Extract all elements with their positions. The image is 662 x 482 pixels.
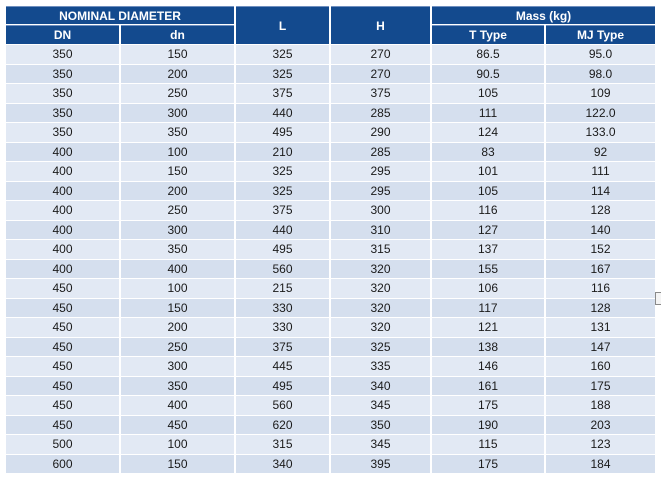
h-cell: 320 — [331, 279, 430, 298]
mj-type-mass-cell: 167 — [546, 260, 655, 279]
l-cell: 375 — [236, 338, 329, 357]
mj-type-mass-cell: 111 — [546, 162, 655, 181]
h-header: H — [331, 6, 430, 44]
h-cell: 295 — [331, 182, 430, 201]
h-cell: 345 — [331, 435, 430, 454]
mj-type-mass-cell: 152 — [546, 240, 655, 259]
l-cell: 375 — [236, 84, 329, 103]
dn-major-cell: 350 — [6, 65, 119, 84]
h-cell: 310 — [331, 221, 430, 240]
table-row — [6, 299, 655, 318]
dn-major-cell: 350 — [6, 123, 119, 142]
dn-major-cell: 600 — [6, 455, 119, 474]
t-type-mass-cell: 106 — [432, 279, 544, 298]
dn-minor-cell: 300 — [121, 357, 234, 376]
mj-type-mass-cell: 131 — [546, 318, 655, 337]
l-cell: 495 — [236, 240, 329, 259]
mj-type-mass-cell: 98.0 — [546, 65, 655, 84]
dn-minor-cell: 350 — [121, 240, 234, 259]
dn-major-cell: 400 — [6, 201, 119, 220]
h-cell: 375 — [331, 84, 430, 103]
table-row — [6, 123, 655, 142]
mj-type-header: MJ Type — [546, 25, 655, 44]
l-cell: 325 — [236, 182, 329, 201]
dn-lower-header: dn — [121, 25, 234, 44]
table-row — [6, 143, 655, 162]
l-cell: 495 — [236, 123, 329, 142]
h-cell: 335 — [331, 357, 430, 376]
l-cell: 560 — [236, 260, 329, 279]
mj-type-mass-cell: 188 — [546, 396, 655, 415]
table-row — [6, 162, 655, 181]
dn-major-cell: 450 — [6, 338, 119, 357]
mj-type-mass-cell: 128 — [546, 299, 655, 318]
t-type-mass-cell: 161 — [432, 377, 544, 396]
t-type-mass-cell: 155 — [432, 260, 544, 279]
table-row — [6, 435, 655, 454]
table-row — [6, 182, 655, 201]
t-type-mass-cell: 121 — [432, 318, 544, 337]
table-row — [6, 45, 655, 64]
l-cell: 215 — [236, 279, 329, 298]
dn-major-cell: 400 — [6, 143, 119, 162]
dn-minor-cell: 100 — [121, 143, 234, 162]
dn-minor-cell: 200 — [121, 318, 234, 337]
table-row — [6, 396, 655, 415]
table-row — [6, 240, 655, 259]
scroll-handle[interactable] — [655, 292, 661, 305]
h-cell: 345 — [331, 396, 430, 415]
table-row — [6, 260, 655, 279]
t-type-mass-cell: 83 — [432, 143, 544, 162]
dn-upper-header: DN — [6, 25, 119, 44]
l-cell: 495 — [236, 377, 329, 396]
mj-type-mass-cell: 128 — [546, 201, 655, 220]
dn-minor-cell: 200 — [121, 182, 234, 201]
dn-major-cell: 400 — [6, 260, 119, 279]
table-row — [6, 357, 655, 376]
l-cell: 445 — [236, 357, 329, 376]
mj-type-mass-cell: 95.0 — [546, 45, 655, 64]
l-cell: 375 — [236, 201, 329, 220]
t-type-mass-cell: 124 — [432, 123, 544, 142]
mj-type-mass-cell: 122.0 — [546, 104, 655, 123]
table-row — [6, 279, 655, 298]
nominal-diameter-header: NOMINAL DIAMETER — [6, 6, 234, 24]
dn-major-cell: 400 — [6, 221, 119, 240]
dn-major-cell: 450 — [6, 318, 119, 337]
dn-minor-cell: 400 — [121, 260, 234, 279]
l-cell: 325 — [236, 45, 329, 64]
l-cell: 315 — [236, 435, 329, 454]
h-cell: 320 — [331, 260, 430, 279]
mj-type-mass-cell: 123 — [546, 435, 655, 454]
mj-type-mass-cell: 140 — [546, 221, 655, 240]
t-type-mass-cell: 105 — [432, 84, 544, 103]
dn-major-cell: 450 — [6, 299, 119, 318]
h-cell: 395 — [331, 455, 430, 474]
mass-header: Mass (kg) — [432, 6, 655, 24]
dn-major-cell: 400 — [6, 240, 119, 259]
mj-type-mass-cell: 92 — [546, 143, 655, 162]
dn-major-cell: 400 — [6, 182, 119, 201]
table-body — [6, 45, 655, 473]
dn-minor-cell: 350 — [121, 123, 234, 142]
table-row — [6, 338, 655, 357]
spec-table — [4, 5, 657, 474]
h-cell: 285 — [331, 104, 430, 123]
table-row — [6, 65, 655, 84]
t-type-mass-cell: 117 — [432, 299, 544, 318]
t-type-mass-cell: 101 — [432, 162, 544, 181]
t-type-mass-cell: 111 — [432, 104, 544, 123]
table-row — [6, 455, 655, 474]
l-cell: 325 — [236, 162, 329, 181]
t-type-mass-cell: 90.5 — [432, 65, 544, 84]
mj-type-mass-cell: 160 — [546, 357, 655, 376]
table-row — [6, 84, 655, 103]
h-cell: 290 — [331, 123, 430, 142]
h-cell: 320 — [331, 299, 430, 318]
mj-type-mass-cell: 109 — [546, 84, 655, 103]
dn-minor-cell: 300 — [121, 104, 234, 123]
mj-type-mass-cell: 114 — [546, 182, 655, 201]
table-row — [6, 318, 655, 337]
mj-type-mass-cell: 175 — [546, 377, 655, 396]
l-header: L — [236, 6, 329, 44]
dn-minor-cell: 400 — [121, 396, 234, 415]
dn-minor-cell: 450 — [121, 416, 234, 435]
h-cell: 270 — [331, 45, 430, 64]
dn-major-cell: 450 — [6, 396, 119, 415]
dn-major-cell: 400 — [6, 162, 119, 181]
l-cell: 440 — [236, 221, 329, 240]
h-cell: 340 — [331, 377, 430, 396]
dn-major-cell: 450 — [6, 377, 119, 396]
table-row — [6, 416, 655, 435]
h-cell: 295 — [331, 162, 430, 181]
t-type-mass-cell: 105 — [432, 182, 544, 201]
l-cell: 330 — [236, 318, 329, 337]
l-cell: 560 — [236, 396, 329, 415]
dn-major-cell: 350 — [6, 84, 119, 103]
t-type-mass-cell: 137 — [432, 240, 544, 259]
table-row — [6, 201, 655, 220]
mj-type-mass-cell: 147 — [546, 338, 655, 357]
dn-minor-cell: 150 — [121, 299, 234, 318]
h-cell: 325 — [331, 338, 430, 357]
h-cell: 270 — [331, 65, 430, 84]
dn-minor-cell: 250 — [121, 338, 234, 357]
mj-type-mass-cell: 203 — [546, 416, 655, 435]
t-type-mass-cell: 127 — [432, 221, 544, 240]
h-cell: 350 — [331, 416, 430, 435]
l-cell: 325 — [236, 65, 329, 84]
dn-major-cell: 450 — [6, 416, 119, 435]
dn-minor-cell: 100 — [121, 435, 234, 454]
table-row — [6, 221, 655, 240]
t-type-mass-cell: 115 — [432, 435, 544, 454]
dn-minor-cell: 200 — [121, 65, 234, 84]
dn-major-cell: 450 — [6, 357, 119, 376]
l-cell: 620 — [236, 416, 329, 435]
table-row — [6, 377, 655, 396]
l-cell: 340 — [236, 455, 329, 474]
l-cell: 330 — [236, 299, 329, 318]
l-cell: 210 — [236, 143, 329, 162]
dn-minor-cell: 150 — [121, 455, 234, 474]
dn-major-cell: 350 — [6, 104, 119, 123]
dn-minor-cell: 150 — [121, 45, 234, 64]
dn-minor-cell: 350 — [121, 377, 234, 396]
dn-major-cell: 450 — [6, 279, 119, 298]
t-type-mass-cell: 146 — [432, 357, 544, 376]
t-type-mass-cell: 138 — [432, 338, 544, 357]
mj-type-mass-cell: 116 — [546, 279, 655, 298]
h-cell: 300 — [331, 201, 430, 220]
mj-type-mass-cell: 184 — [546, 455, 655, 474]
t-type-mass-cell: 190 — [432, 416, 544, 435]
dn-major-cell: 350 — [6, 45, 119, 64]
t-type-mass-cell: 86.5 — [432, 45, 544, 64]
dn-minor-cell: 150 — [121, 162, 234, 181]
h-cell: 285 — [331, 143, 430, 162]
dn-minor-cell: 250 — [121, 84, 234, 103]
h-cell: 320 — [331, 318, 430, 337]
dn-major-cell: 500 — [6, 435, 119, 454]
dn-minor-cell: 250 — [121, 201, 234, 220]
table-row — [6, 104, 655, 123]
t-type-mass-cell: 175 — [432, 455, 544, 474]
dn-minor-cell: 300 — [121, 221, 234, 240]
h-cell: 315 — [331, 240, 430, 259]
l-cell: 440 — [236, 104, 329, 123]
t-type-header: T Type — [432, 25, 544, 44]
dn-minor-cell: 100 — [121, 279, 234, 298]
t-type-mass-cell: 175 — [432, 396, 544, 415]
t-type-mass-cell: 116 — [432, 201, 544, 220]
mj-type-mass-cell: 133.0 — [546, 123, 655, 142]
